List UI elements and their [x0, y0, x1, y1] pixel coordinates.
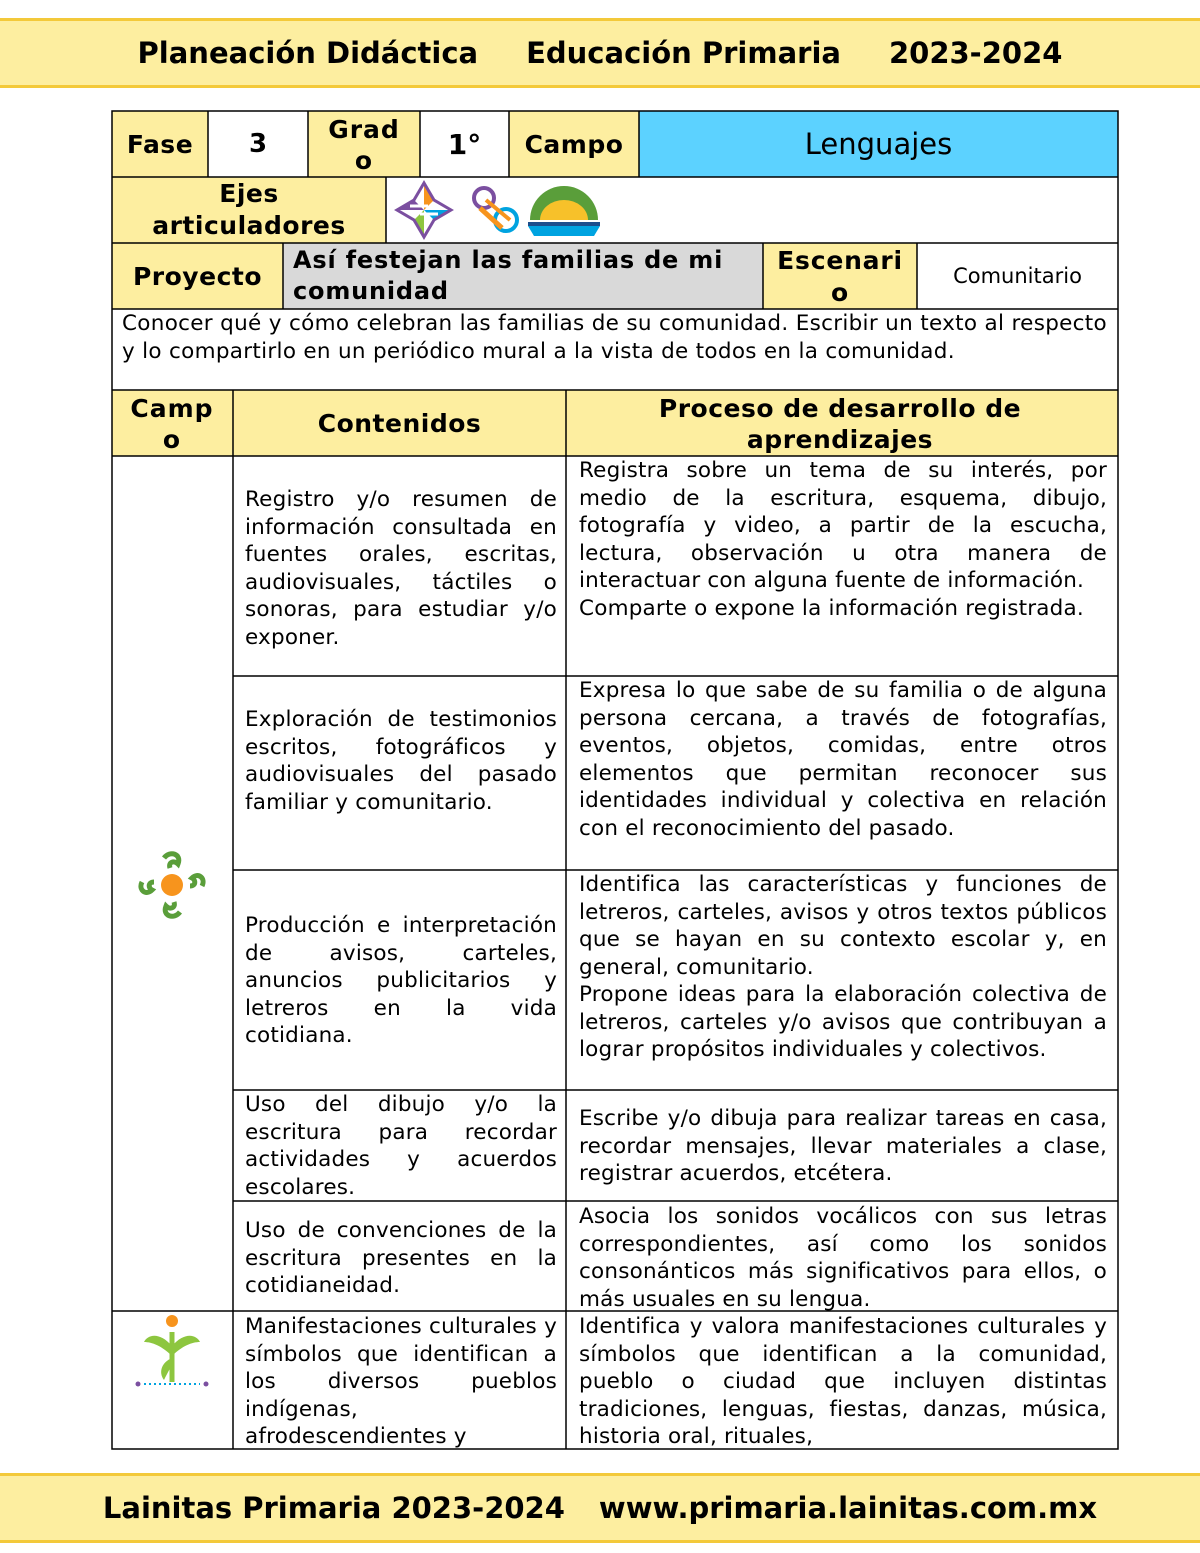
proceso-3-a: Identifica las características y funciones de letreros, carteles, avisos y otros textos públicos que se hayan en su contexto escolar y, en general, comunitario. [579, 872, 1107, 980]
contenido-5: Uso de convenciones de la escritura presentes en la cotidianeidad. [245, 1218, 557, 1298]
col-proceso-header: Proceso de desarrollo de aprendizajes [658, 394, 1022, 454]
proceso-5: Asocia los sonidos vocálicos con sus letras correspondientes, así como los sonidos consonánticos más significativos para ellos, o más usuales en su lengua. [579, 1204, 1107, 1312]
etica-naturaleza-icon [134, 1312, 210, 1388]
contenido-3: Producción e interpretación de avisos, carteles, anuncios publicitarios y letreros en la vida cotidiana. [245, 913, 557, 1048]
doc-title: Planeación Didáctica [137, 36, 479, 70]
contenido-1: Registro y/o resumen de información consultada en fuentes orales, escritas, audiovisuales, táctiles o sonoras, para estudiar y/o exponer. [245, 487, 557, 650]
project-objective: Conocer qué y cómo celebran las familias de su comunidad. Escribir un texto al respecto y lo compartirlo en un periódico mural a la vista de todos en la comunidad. [122, 311, 1107, 364]
col-contenidos-header: Contenidos [317, 408, 482, 438]
footer-brand: Lainitas Primaria 2023-2024 [102, 1491, 565, 1525]
doc-year: 2023-2024 [888, 36, 1063, 70]
proceso-3 [579, 871, 1107, 1064]
proceso-1 [579, 457, 1107, 622]
proceso-2: Expresa lo que sabe de su familia o de alguna persona cercana, a través de fotografías, eventos, objetos, comidas, entre otros elementos que permitan reconocer sus identidades individual y colectiva en relación con el reconocimiento del pasado. [579, 678, 1107, 841]
fase-value: 3 [248, 129, 268, 159]
doc-level: Educación Primaria [526, 36, 841, 70]
lenguajes-icon [134, 848, 210, 924]
proyecto-label: Proyecto [132, 261, 263, 291]
proceso-1-b: Comparte o expone la información registrada. [579, 595, 1084, 621]
proceso-6: Identifica y valora manifestaciones culturales y símbolos que identifican a la comunidad, pueblo o ciudad que incluyen distintas tradiciones, lenguas, fiestas, danzas, música, historia oral, rituales, [579, 1314, 1107, 1448]
grado-value: 1° [447, 127, 482, 161]
escenario-value: Comunitario [953, 264, 1082, 288]
contenido-6: Manifestaciones culturales y símbolos que identifican a los diversos pueblos indígenas, afrodescendientes y [245, 1314, 557, 1448]
proceso-1-a: Registra sobre un tema de su interés, por medio de la escritura, esquema, dibujo, fotografía y video, a partir de la escucha, lectura, observación u otra manera de interactuar con alguna fuente de información. [579, 458, 1107, 593]
contenido-4: Uso del dibujo y/o la escritura para recordar actividades y acuerdos escolares. [245, 1092, 557, 1200]
proyecto-value: Así festejan las familias de mi comunidad [293, 246, 724, 305]
campo-value: Lenguajes [804, 127, 953, 161]
escenario-label: Escenari o [777, 246, 903, 307]
grado-label: Grad o [328, 115, 400, 175]
interculturalidad-icon [474, 188, 517, 231]
inclusion-icon [397, 183, 451, 237]
contenido-2: Exploración de testimonios escritos, fotográficos y audiovisuales del pasado familiar y comunitario. [245, 707, 557, 815]
col-campo-header: Camp o [130, 394, 214, 454]
campo-label: Campo [524, 129, 624, 159]
footer-banner [0, 1473, 1200, 1543]
proceso-3-b: Propone ideas para la elaboración colectiva de letreros, carteles y/o avisos que contribuyan a lograr propósitos individuales y colectivos. [579, 982, 1107, 1062]
proceso-4: Escribe y/o dibuja para realizar tareas en casa, recordar mensajes, llevar materiales a clase, registrar acuerdos, etcétera. [579, 1106, 1107, 1186]
fase-label: Fase [126, 129, 194, 159]
ejes-icons [394, 180, 614, 240]
arte-icon [528, 186, 600, 236]
ejes-label: Ejes articuladores [152, 179, 346, 240]
footer-url[interactable]: www.primaria.lainitas.com.mx [598, 1491, 1098, 1525]
